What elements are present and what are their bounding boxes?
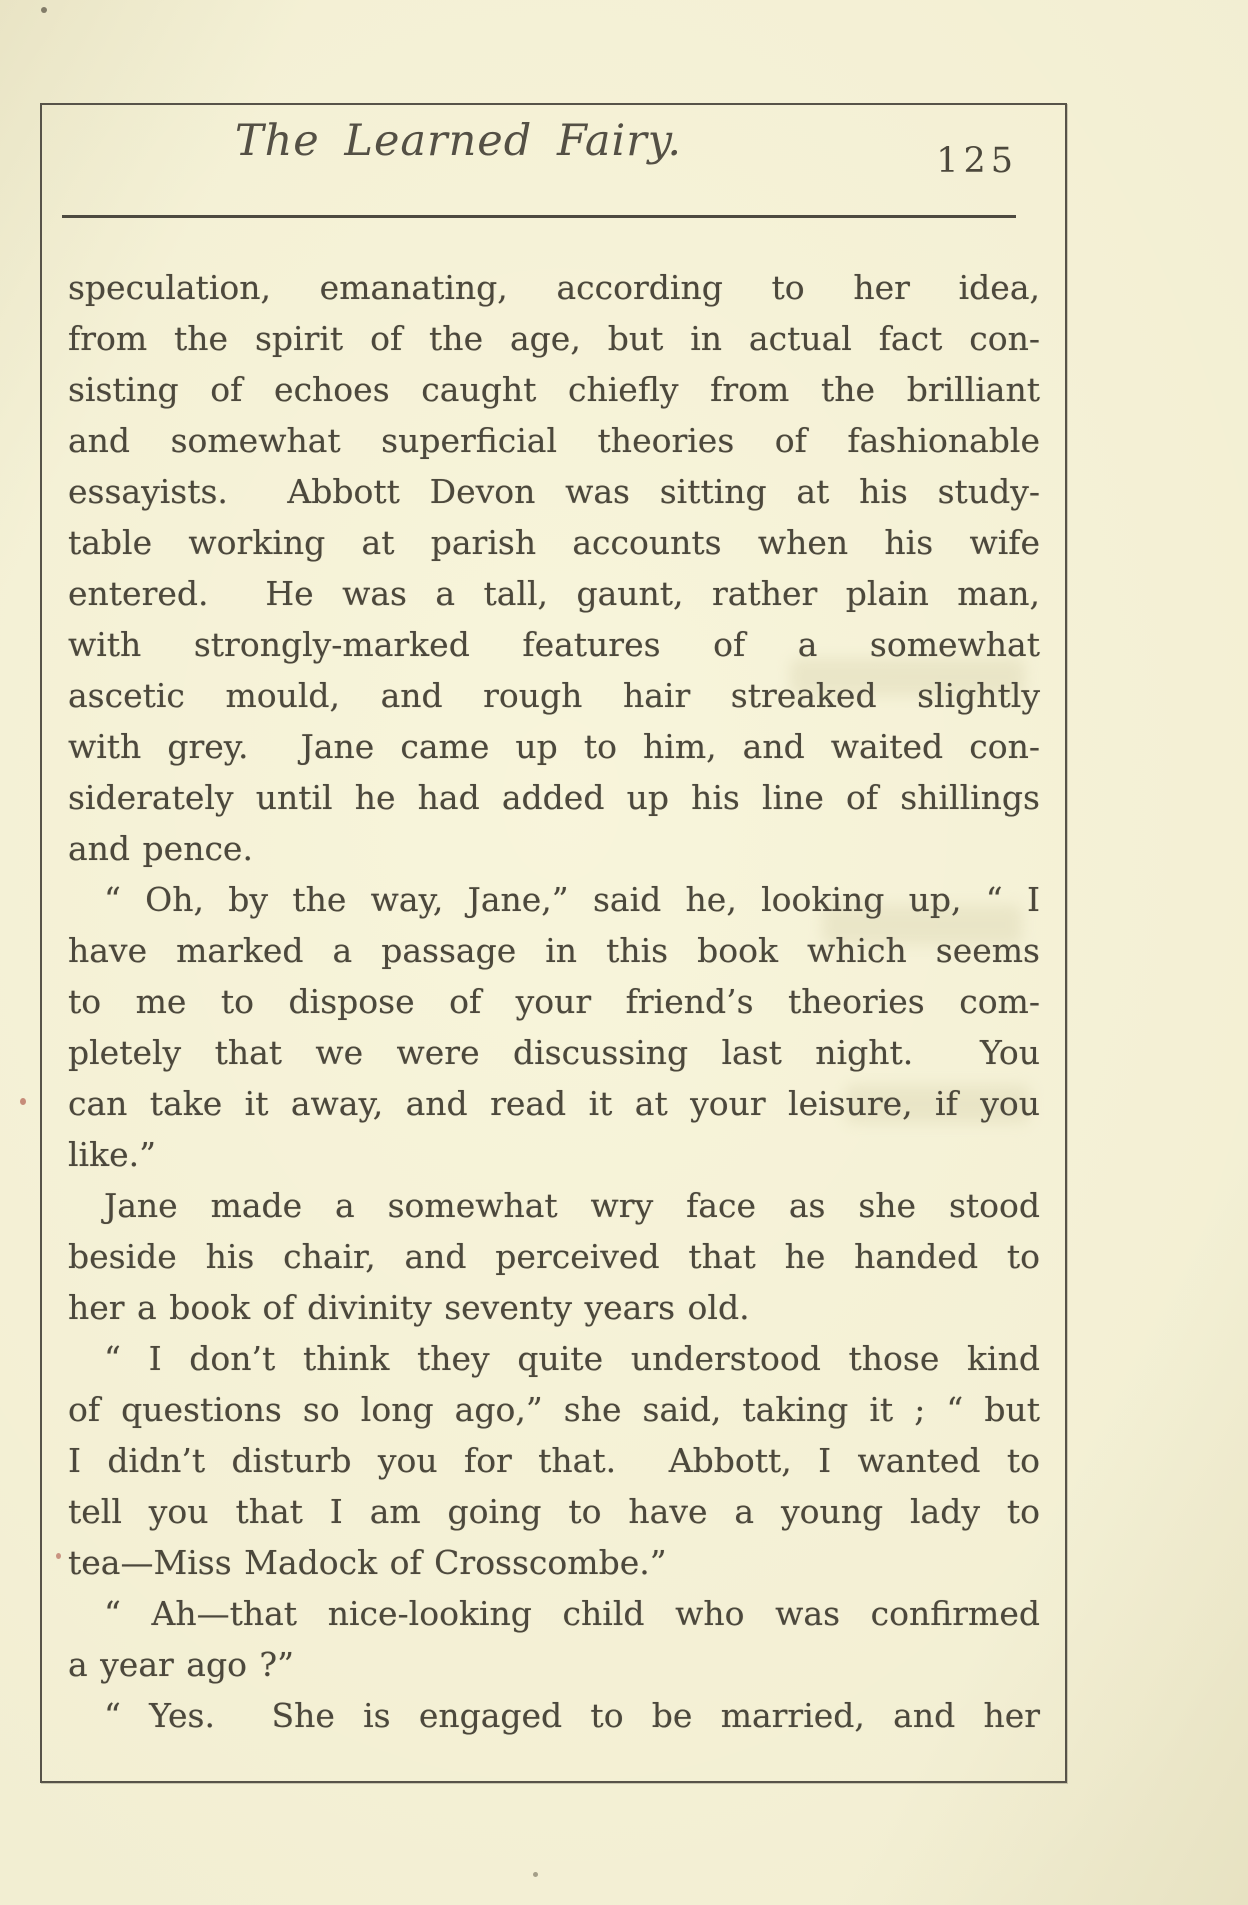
page-border-frame — [40, 103, 1067, 1783]
text-line: from the spirit of the age, but in actual fact con- — [68, 319, 1040, 358]
header-rule — [62, 215, 1016, 218]
text-line: have marked a passage in this book which seems — [68, 931, 1040, 970]
text-line: to me to dispose of your friend’s theories com- — [68, 982, 1040, 1021]
scan-speck — [41, 7, 47, 13]
text-line: ascetic mould, and rough hair streaked slightly — [68, 676, 1040, 715]
text-line: “ Ah—that nice-looking child who was confirmed — [104, 1594, 1040, 1633]
text-line: with grey. Jane came up to him, and waited con- — [68, 727, 1040, 766]
text-line: pletely that we were discussing last night. You — [68, 1033, 1040, 1072]
text-line: with strongly-marked features of a somewhat — [68, 625, 1040, 664]
text-line: of questions so long ago,” she said, taking it ; “ but — [68, 1390, 1040, 1429]
text-line: her a book of divinity seventy years old. — [68, 1288, 750, 1327]
text-line: speculation, emanating, according to her idea, — [68, 268, 1040, 307]
text-line: beside his chair, and perceived that he handed to — [68, 1237, 1040, 1276]
text-line: can take it away, and read it at your leisure, if you — [68, 1084, 1040, 1123]
text-line: entered. He was a tall, gaunt, rather plain man, — [68, 574, 1040, 613]
text-line: I didn’t disturb you for that. Abbott, I wanted to — [68, 1441, 1040, 1480]
page-number: 125 — [936, 141, 1018, 181]
text-line: a year ago ?” — [68, 1645, 294, 1684]
text-line: essayists. Abbott Devon was sitting at his study- — [68, 472, 1040, 511]
text-line: tea—Miss Madock of Crosscombe.” — [68, 1543, 667, 1582]
text-line: “ I don’t think they quite understood those kind — [104, 1339, 1040, 1378]
text-line: Jane made a somewhat wry face as she stood — [104, 1186, 1040, 1225]
text-line: like.” — [68, 1135, 156, 1174]
body-text — [68, 262, 1040, 1741]
text-line: and somewhat superficial theories of fashionable — [68, 421, 1040, 460]
scan-speck — [533, 1872, 538, 1877]
text-line: sisting of echoes caught chiefly from the brilliant — [68, 370, 1040, 409]
running-title: The Learned Fairy. — [234, 116, 683, 166]
text-line: table working at parish accounts when his wife — [68, 523, 1040, 562]
scan-speck — [20, 1098, 26, 1105]
text-line: “ Yes. She is engaged to be married, and her — [104, 1696, 1040, 1735]
text-line: tell you that I am going to have a young lady to — [68, 1492, 1040, 1531]
text-line: siderately until he had added up his line of shillings — [68, 778, 1040, 817]
text-line: “ Oh, by the way, Jane,” said he, looking up, “ I — [104, 880, 1040, 919]
text-line: and pence. — [68, 829, 253, 868]
